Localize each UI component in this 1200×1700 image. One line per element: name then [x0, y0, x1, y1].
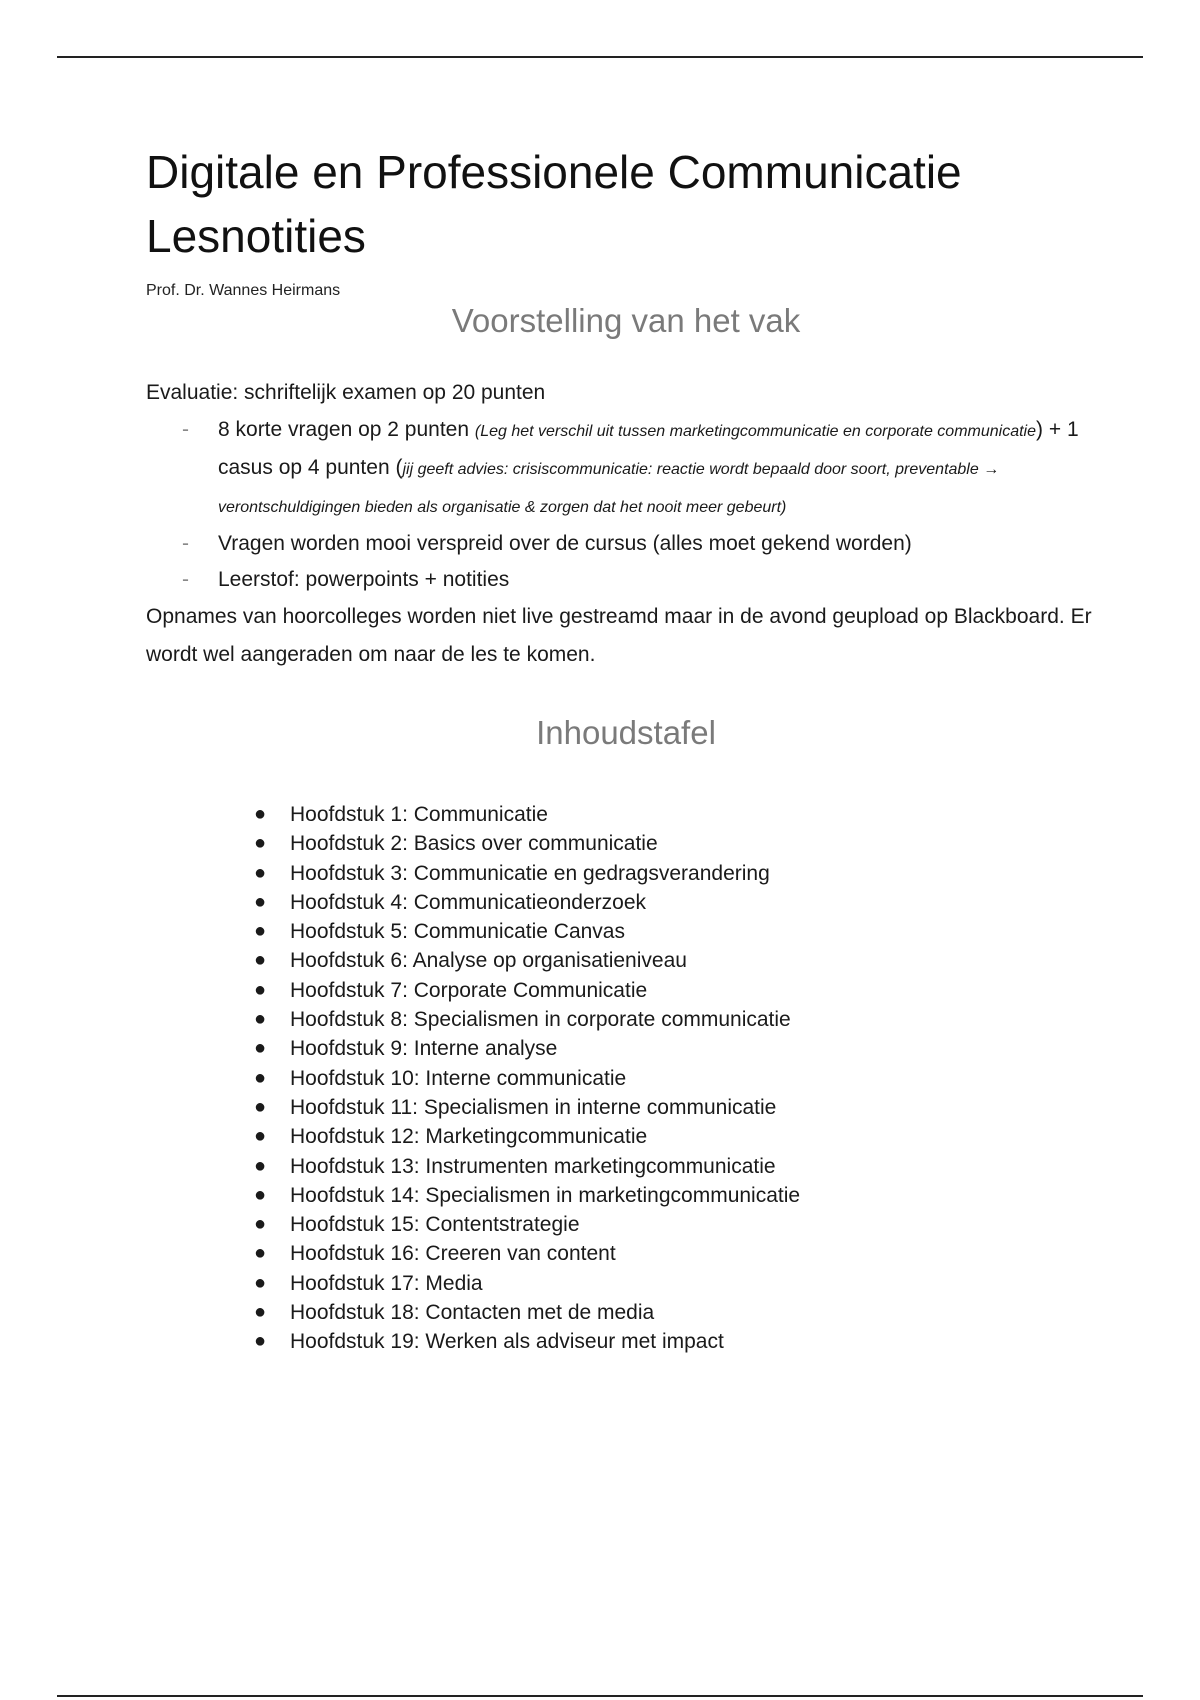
toc-item-label: Hoofdstuk 18: Contacten met de media: [290, 1301, 655, 1325]
toc-item-label: Hoofdstuk 12: Marketingcommunicatie: [290, 1125, 648, 1149]
heading-voorstelling: Voorstelling van het vak: [451, 302, 801, 339]
toc-item: [254, 888, 1106, 917]
evaluatie-line: Evaluatie: schriftelijk examen op 20 punten: [146, 381, 546, 404]
top-divider: [57, 56, 1143, 58]
toc-item: [254, 800, 1106, 829]
bullet-icon: ●: [254, 949, 267, 972]
detail-text: Vragen worden mooi verspreid over de cursus (alles moet gekend worden): [218, 532, 912, 555]
bullet-icon: ●: [254, 1154, 267, 1177]
heading-inhoudstafel: Inhoudstafel: [536, 714, 716, 751]
evaluation-detail-item: [182, 412, 1106, 526]
detail-note: jij geeft advies: crisiscommunicatie: reactie wordt bepaald door soort, preventable → verontschuldigingen bieden als organisatie & zorgen dat het nooit meer gebeurt): [218, 461, 1000, 516]
toc-item: [254, 1210, 1106, 1239]
toc-item: [254, 1152, 1106, 1181]
toc-item: [254, 1269, 1106, 1298]
toc-item-label: Hoofdstuk 1: Communicatie: [290, 803, 548, 826]
toc-item: [254, 1093, 1106, 1122]
toc-item: [254, 1034, 1106, 1063]
toc-item-label: Hoofdstuk 2: Basics over communicatie: [290, 832, 658, 856]
bullet-icon: ●: [254, 803, 267, 825]
toc-item-label: Hoofdstuk 16: Creeren van content: [290, 1242, 616, 1266]
toc-item: [254, 1122, 1106, 1151]
author-line: Prof. Dr. Wannes Heirmans: [146, 282, 341, 299]
bullet-icon: ●: [254, 920, 267, 943]
detail-text: Leerstof: powerpoints + notities: [218, 568, 510, 591]
evaluation-details-list: [146, 412, 1106, 598]
toc-item: [254, 859, 1106, 888]
toc-item: [254, 1005, 1106, 1034]
bullet-icon: ●: [254, 1330, 267, 1353]
toc-item: [254, 1298, 1106, 1327]
bullet-icon: ●: [254, 978, 267, 1001]
bullet-icon: ●: [254, 1037, 267, 1060]
bullet-icon: ●: [254, 1183, 267, 1206]
toc-item-label: Hoofdstuk 13: Instrumenten marketingcommunicatie: [290, 1154, 776, 1178]
dash-bullet-icon: -: [182, 532, 189, 555]
dash-bullet-icon: -: [182, 418, 189, 441]
detail-text: 8 korte vragen op 2 punten: [218, 418, 475, 441]
bullet-icon: ●: [254, 890, 267, 913]
toc-item: [254, 917, 1106, 946]
bullet-icon: ●: [254, 1066, 267, 1089]
toc-item: [254, 1327, 1106, 1356]
toc-item-label: Hoofdstuk 7: Corporate Communicatie: [290, 978, 648, 1002]
toc-item: [254, 829, 1106, 858]
toc-item-label: Hoofdstuk 11: Specialismen in interne communicatie: [290, 1095, 777, 1119]
toc-item-label: Hoofdstuk 5: Communicatie Canvas: [290, 920, 625, 944]
bullet-icon: ●: [254, 1095, 267, 1118]
toc-item-label: Hoofdstuk 10: Interne communicatie: [290, 1066, 627, 1090]
toc-item: [254, 946, 1106, 975]
toc-item-label: Hoofdstuk 15: Contentstrategie: [290, 1213, 580, 1237]
toc-item: [254, 1064, 1106, 1093]
toc-item-label: Hoofdstuk 14: Specialismen in marketingcommunicatie: [290, 1183, 801, 1207]
toc-item-label: Hoofdstuk 6: Analyse op organisatieniveau: [290, 949, 687, 973]
toc-item-label: Hoofdstuk 8: Specialismen in corporate communicatie: [290, 1008, 791, 1032]
toc-item-label: Hoofdstuk 17: Media: [290, 1271, 483, 1295]
recordings-paragraph: Opnames van hoorcolleges worden niet live gestreamd maar in de avond geupload op Blackboard. Er wordt wel aangeraden om naar de les te komen.: [146, 605, 1092, 666]
bullet-icon: ●: [254, 861, 267, 884]
table-of-contents: [146, 800, 1106, 1357]
bottom-divider: [57, 1695, 1143, 1697]
detail-text: ) + 1 casus op 4 punten (: [218, 418, 1079, 479]
bullet-icon: ●: [254, 832, 267, 855]
bullet-icon: ●: [254, 1125, 267, 1148]
toc-item-label: Hoofdstuk 4: Communicatieonderzoek: [290, 890, 647, 914]
toc-item-label: Hoofdstuk 19: Werken als adviseur met impact: [290, 1330, 724, 1354]
toc-item-label: Hoofdstuk 3: Communicatie en gedragsverandering: [290, 861, 770, 885]
detail-note: (Leg het verschil uit tussen marketingcommunicatie en corporate communicatie: [474, 423, 1037, 440]
bullet-icon: ●: [254, 1242, 267, 1265]
document-title: Digitale en Professionele Communicatie Lesnotities: [146, 146, 962, 262]
evaluation-detail-item: [182, 526, 1106, 562]
evaluation-detail-item: [182, 562, 1106, 598]
bullet-icon: ●: [254, 1301, 267, 1324]
bullet-icon: ●: [254, 1008, 267, 1031]
dash-bullet-icon: -: [182, 568, 189, 591]
bullet-icon: ●: [254, 1213, 267, 1236]
toc-item-label: Hoofdstuk 9: Interne analyse: [290, 1037, 558, 1061]
toc-item: [254, 1181, 1106, 1210]
toc-item: [254, 1239, 1106, 1268]
document-body: [146, 140, 1106, 1357]
bullet-icon: ●: [254, 1271, 267, 1294]
toc-item: [254, 976, 1106, 1005]
